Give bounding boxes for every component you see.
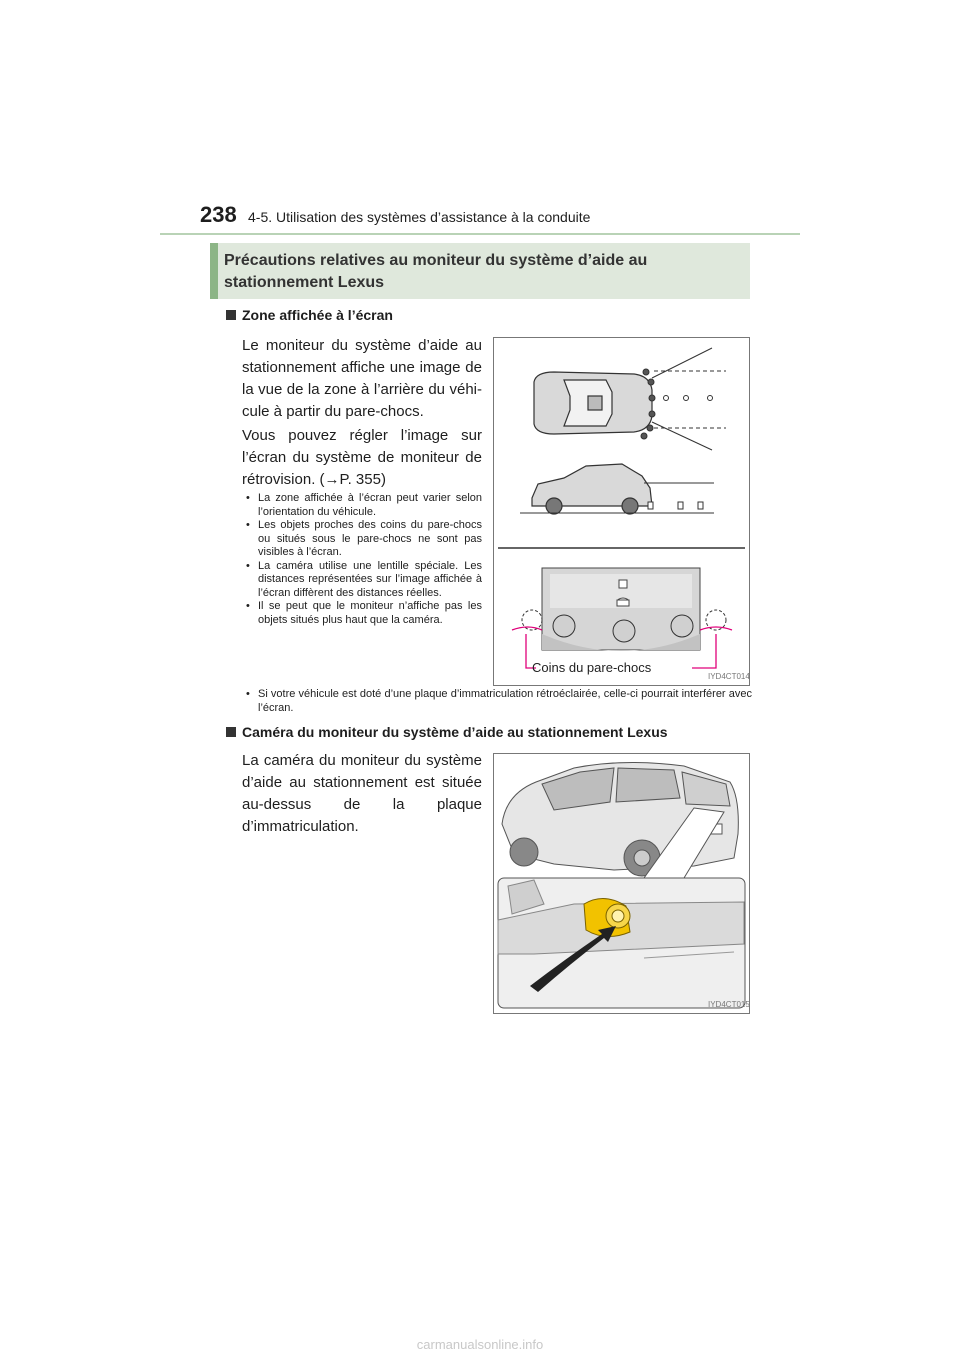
view-angle-lines [652, 348, 726, 450]
camera-heading-text: Caméra du moniteur du système d’aide au stationnement Lexus [242, 724, 668, 740]
camera-screen-view [542, 568, 700, 651]
distance-markers-top [664, 396, 713, 401]
section-title: Précautions relatives au moniteur du système d’aide au stationnement Lexus [224, 252, 648, 291]
car-top-view [534, 372, 652, 434]
zone-heading [226, 307, 393, 323]
figure-id: IYD4CT015 [708, 1000, 750, 1009]
camera-paragraph: La caméra du moniteur du système d’aide au stationnement est située au-dessus de la plaque d’immatriculation. [242, 752, 482, 835]
page-number: 238 [200, 202, 237, 227]
figure-camera-zone [493, 337, 750, 686]
camera-heading [226, 724, 668, 740]
zone-paragraph-2: Vous pouvez régler l’image sur l’écran du système de moniteur de rétrovision. (→P. 355) [242, 427, 482, 488]
square-bullet-icon [226, 310, 236, 320]
figure-id: IYD4CT014 [708, 672, 750, 681]
chapter-title: 4-5. Utilisation des systèmes d’assistance à la conduite [248, 209, 591, 225]
zone-bullet-list [244, 492, 482, 627]
section-accent-bar [210, 243, 218, 299]
list-item: • Il se peut que le moniteur n’affiche pas les objets situés plus haut que la caméra. [244, 600, 482, 627]
list-item: • Si votre véhicule est doté d’une plaque d’immatriculation rétroéclairée, celle-ci pourrait interférer avec l’écran. [244, 688, 752, 715]
list-item: • Les objets proches des coins du pare-chocs ou situés sous le pare-chocs ne sont pas visibles à l’écran. [244, 519, 482, 560]
list-item: • La zone affichée à l’écran peut varier selon l’orientation du véhicule. [244, 492, 482, 519]
figure-camera-location [493, 753, 750, 1014]
zone-wide-bullet [244, 688, 752, 715]
zone-heading-text: Zone affichée à l’écran [242, 307, 393, 323]
bumper-corners-label: Coins du pare-chocs [532, 660, 652, 675]
watermark: carmanualsonline.info [416, 1337, 544, 1352]
list-item: • La caméra utilise une lentille spéciale. Les distances représentées sur l’image affichée à l’écran diffèrent des distances réelles. [244, 560, 482, 601]
car-side-view [532, 464, 652, 514]
camera-location-illustration [494, 754, 749, 1013]
header-divider [160, 233, 800, 235]
square-bullet-icon [226, 727, 236, 737]
camera-zone-illustration [494, 338, 749, 685]
zone-paragraph-1: Le moniteur du système d’aide au stationnement affiche une image de la vue de la zone à l’arrière du véhicule à partir du pare-chocs. [242, 337, 482, 420]
